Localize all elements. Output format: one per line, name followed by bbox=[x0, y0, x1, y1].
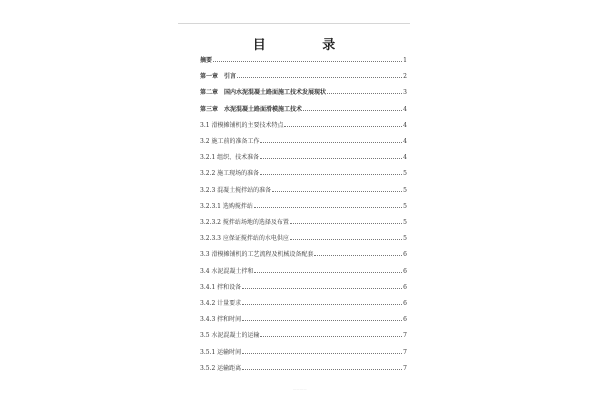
toc-entry[interactable] bbox=[200, 248, 407, 258]
toc-entry[interactable] bbox=[200, 362, 407, 372]
toc-entry-label: 第三章 水泥混凝土路面滑模施工技术 bbox=[200, 105, 303, 113]
toc-entry[interactable] bbox=[200, 346, 407, 356]
toc-entry-page-number: 6 bbox=[403, 300, 407, 307]
toc-entry-page-number: 7 bbox=[403, 348, 407, 356]
dot-leader bbox=[242, 369, 402, 370]
toc-entry-page-number: 7 bbox=[403, 332, 407, 340]
toc-entry[interactable] bbox=[200, 232, 407, 242]
toc-entry-page-number: 7 bbox=[403, 364, 407, 372]
toc-entry[interactable] bbox=[200, 281, 407, 291]
toc-entry[interactable] bbox=[200, 135, 407, 145]
dot-leader bbox=[237, 77, 402, 78]
toc-entry[interactable] bbox=[200, 54, 407, 64]
dot-leader bbox=[272, 191, 402, 192]
dot-leader bbox=[284, 126, 402, 127]
dot-leader bbox=[254, 207, 402, 208]
toc-entry[interactable] bbox=[200, 265, 407, 275]
toc-entry-page-number: 6 bbox=[403, 316, 407, 324]
toc-entry-label: 3.5.1 运输时间 bbox=[200, 348, 242, 356]
dot-leader bbox=[260, 336, 402, 337]
toc-entry-label: 3.5 水泥混凝土的运输 bbox=[200, 332, 260, 340]
toc-entry[interactable] bbox=[200, 184, 407, 194]
toc-entry-page-number: 6 bbox=[403, 251, 407, 259]
top-rule bbox=[178, 23, 410, 24]
dot-leader bbox=[260, 142, 402, 143]
toc-entry-page-number: 5 bbox=[403, 235, 407, 243]
toc-entry[interactable] bbox=[200, 70, 407, 80]
toc-entry[interactable] bbox=[200, 200, 407, 210]
toc-entry-label: 3.2.3.3 应保证搅拌站的水电供应 bbox=[200, 235, 289, 243]
toc-entry-page-number: 4 bbox=[403, 154, 407, 162]
toc-entry-page-number: 6 bbox=[403, 283, 407, 291]
toc-entry[interactable] bbox=[200, 103, 407, 113]
dot-leader bbox=[314, 255, 402, 256]
toc-entry-page-number: 1 bbox=[403, 57, 407, 64]
toc-entry[interactable] bbox=[200, 297, 407, 307]
toc-entry-label: 3.3 滑模摊铺机的工艺流程及机械设备配套 bbox=[200, 251, 314, 259]
toc-entry[interactable] bbox=[200, 313, 407, 323]
toc-entry-label: 3.4.3 拌和时间 bbox=[200, 316, 242, 324]
dot-leader bbox=[242, 288, 402, 289]
toc-entry-page-number: 3 bbox=[403, 89, 407, 97]
toc-entry-label: 3.2.2 施工现场的准备 bbox=[200, 170, 260, 178]
dot-leader bbox=[290, 223, 402, 224]
dot-leader bbox=[303, 110, 402, 111]
toc-entry-label: 3.2.1 组织、技术准备 bbox=[200, 154, 260, 162]
toc-entry-page-number: 5 bbox=[403, 186, 407, 194]
toc-entry-label: 第二章 国内水泥混凝土路面施工技术发展现状 bbox=[200, 89, 327, 97]
dot-leader bbox=[242, 353, 402, 354]
toc-entry-label: 3.1 滑模摊铺机的主要技术特点 bbox=[200, 121, 284, 129]
dot-leader bbox=[327, 93, 402, 94]
toc-entry-label: 3.2.3.2 搅拌站场地的选择及布置 bbox=[200, 219, 289, 226]
toc-entry-label: 3.4.1 拌和设备 bbox=[200, 283, 242, 291]
toc-entry[interactable] bbox=[200, 119, 407, 129]
dot-leader bbox=[290, 239, 402, 240]
toc-entry-page-number: 6 bbox=[403, 267, 407, 275]
toc-entry-page-number: 2 bbox=[403, 73, 407, 81]
dot-leader bbox=[260, 174, 402, 175]
toc-entry[interactable] bbox=[200, 329, 407, 339]
toc-entry-page-number: 5 bbox=[403, 202, 407, 210]
toc-entry-label: 第一章 引言 bbox=[200, 73, 237, 81]
dot-leader bbox=[242, 304, 402, 305]
toc-entry-label: 3.2.3 混凝土搅拌站的准备 bbox=[200, 186, 272, 194]
toc-entry-page-number: 4 bbox=[403, 105, 407, 113]
toc-entry-label: 3.2.3.1 选购搅拌站 bbox=[200, 202, 253, 210]
toc-entry[interactable] bbox=[200, 167, 407, 177]
toc-entry[interactable] bbox=[200, 86, 407, 96]
toc-entry-label: 摘要 bbox=[200, 57, 213, 64]
toc-entry-label: 3.4.2 计量要求 bbox=[200, 300, 242, 307]
dot-leader bbox=[260, 158, 402, 159]
dot-leader bbox=[242, 320, 402, 321]
toc-entry-page-number: 5 bbox=[403, 219, 407, 226]
toc-entry-label: 3.5.2 运输距离 bbox=[200, 364, 242, 372]
toc-entry-page-number: 5 bbox=[403, 170, 407, 178]
toc-entry-label: 3.2 施工前的准备工作 bbox=[200, 138, 260, 145]
dot-leader bbox=[254, 272, 402, 273]
page-footer: ………… bbox=[293, 387, 307, 391]
toc-entry-page-number: 4 bbox=[403, 138, 407, 145]
toc-entry[interactable] bbox=[200, 151, 407, 161]
toc-entry-page-number: 4 bbox=[403, 121, 407, 129]
toc-entry[interactable] bbox=[200, 216, 407, 226]
toc-entry-label: 3.4 水泥混凝土拌和 bbox=[200, 267, 254, 275]
dot-leader bbox=[213, 61, 402, 62]
page-title: 目 录 bbox=[252, 38, 362, 53]
